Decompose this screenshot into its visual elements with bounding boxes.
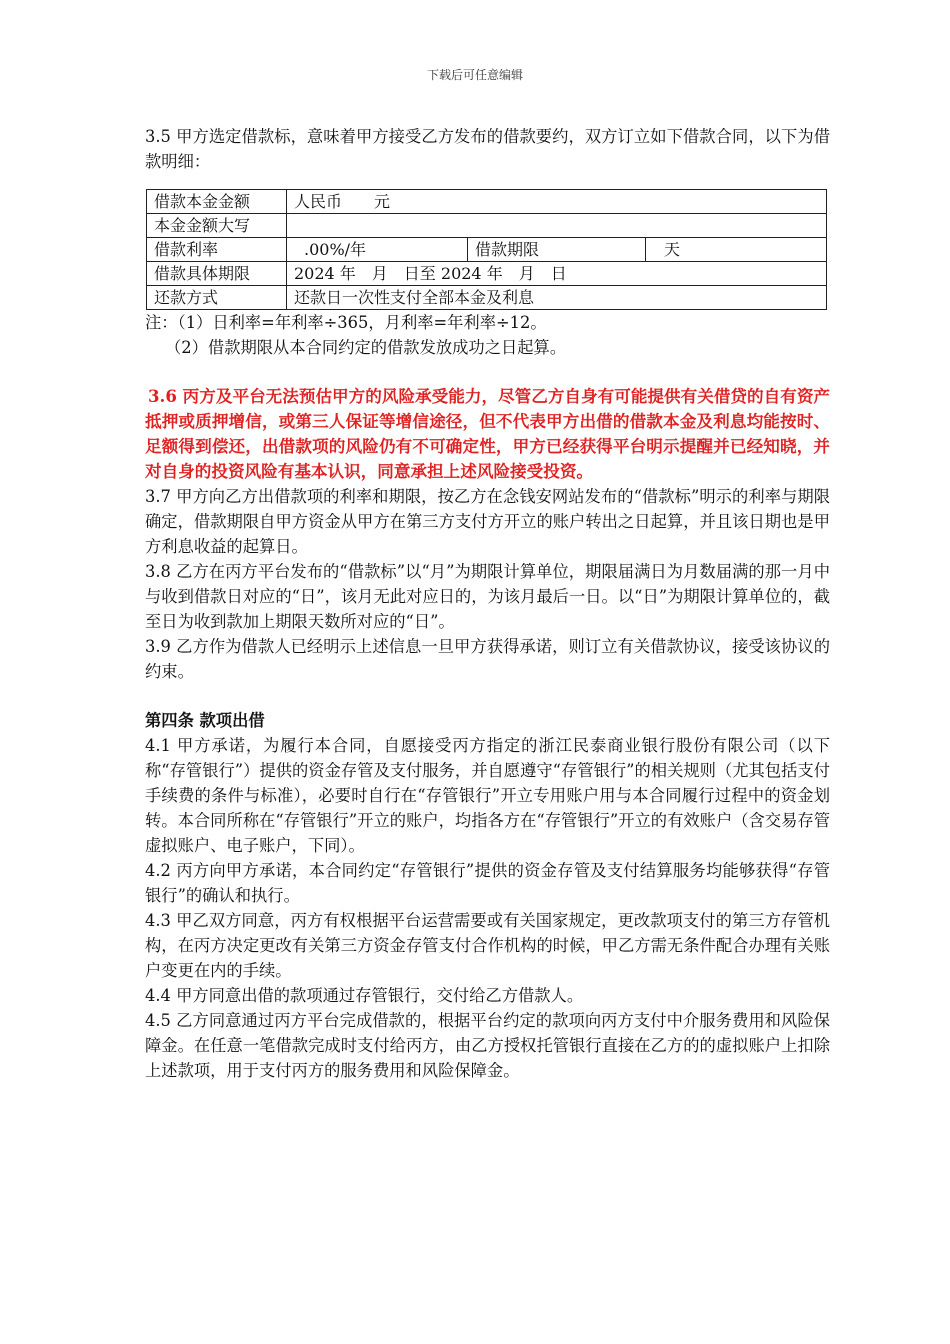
amount-in-words-value — [287, 214, 827, 238]
table-row — [147, 262, 827, 286]
note-2: （2）借款期限从本合同约定的借款发放成功之日起算。 — [165, 338, 567, 357]
rate-label: 借款利率 — [147, 238, 287, 262]
amount-in-words-label: 本金金额大写 — [147, 214, 287, 238]
term-label: 借款期限 — [468, 238, 646, 262]
clause-3-9: 3.9 乙方作为借款人已经明示上述信息一旦甲方获得承诺，则订立有关借款协议，接受该协议的约束。 — [145, 637, 830, 681]
repayment-value: 还款日一次性支付全部本金及利息 — [287, 286, 827, 310]
clause-3-5: 3.5 甲方选定借款标，意味着甲方接受乙方发布的借款要约，双方订立如下借款合同，以下为借款明细： — [145, 127, 830, 171]
clause-number: 3.6 — [148, 386, 177, 406]
table-row — [147, 190, 827, 214]
page-header: 下载后可任意编辑 — [426, 68, 523, 82]
loan-details-table — [146, 189, 827, 310]
clause-4-4: 4.4 甲方同意出借的款项通过存管银行，交付给乙方借款人。 — [145, 986, 584, 1005]
rate-value: .00%/年 — [287, 238, 468, 262]
table-row — [147, 238, 827, 262]
clause-4-1: 4.1 甲方承诺，为履行本合同，自愿接受丙方指定的浙江民泰商业银行股份有限公司（以下称“存管银行”）提供的资金存管及支付服务，并自愿遵守“存管银行”的相关规则（尤其包括支付手续费的条件与标准），必要时自行在“存管银行”开立专用账户用与本合同履行过程中的资金划转。本合同所称在“存管银行”开立的账户，均指各方在“存管银行”开立的有效账户（含交易存管虚拟账户、电子账户，下同）。 — [145, 736, 830, 855]
repayment-label: 还款方式 — [147, 286, 287, 310]
clause-3-7: 3.7 甲方向乙方出借款项的利率和期限，按乙方在念钱安网站发布的“借款标”明示的利率与期限确定，借款期限自甲方资金从甲方在第三方支付方开立的账户转出之日起算，并且该日期也是甲方利息收益的起算日。 — [145, 487, 830, 556]
article-4-heading: 第四条 款项出借 — [145, 711, 265, 730]
note-1: 注：（1）日利率=年利率÷365，月利率=年利率÷12。 — [145, 313, 547, 332]
clause-4-2: 4.2 丙方向甲方承诺，本合同约定“存管银行”提供的资金存管及支付结算服务均能够获得“存管银行”的确认和执行。 — [145, 861, 830, 905]
clause-4-3: 4.3 甲乙双方同意，丙方有权根据平台运营需要或有关国家规定，更改款项支付的第三方存管机构，在丙方决定更改有关第三方资金存管支付合作机构的时候，甲乙方需无条件配合办理有关账户变更在内的手续。 — [145, 911, 830, 980]
principal-value: 人民币 元 — [287, 190, 827, 214]
clause-3-8: 3.8 乙方在丙方平台发布的“借款标”以“月”为期限计算单位，期限届满日为月数届满的那一月中与收到借款日对应的“日”，该月无此对应日的，为该月最后一日。以“日”为期限计算单位的，截至日为收到款加上期限天数所对应的“日”。 — [145, 562, 830, 631]
table-row — [147, 214, 827, 238]
table-row — [147, 286, 827, 310]
term-value: 天 — [646, 238, 827, 262]
risk-text: 丙方及平台无法预估甲方的风险承受能力，尽管乙方自身有可能提供有关借贷的自有资产抵押或质押增信，或第三人保证等增信途径，但不代表甲方出借的借款本金及利息均能按时、足额得到偿还，出借款项的风险仍有不可确定性，甲方已经获得平台明示提醒并已经知晓，并对自身的投资风险有基本认识，同意承担上述风险接受投资。 — [145, 386, 831, 481]
principal-label: 借款本金金额 — [147, 190, 287, 214]
period-value: 2024 年 月 日至 2024 年 月 日 — [287, 262, 827, 286]
clause-4-5: 4.5 乙方同意通过丙方平台完成借款的，根据平台约定的款项向丙方支付中介服务费用和风险保障金。在任意一笔借款完成时支付给丙方，由乙方授权托管银行直接在乙方的的虚拟账户上扣除上述款项，用于支付丙方的服务费用和风险保障金。 — [145, 1011, 830, 1080]
document-body — [145, 124, 830, 1083]
clause-3-6-risk — [145, 384, 830, 484]
period-label: 借款具体期限 — [147, 262, 287, 286]
